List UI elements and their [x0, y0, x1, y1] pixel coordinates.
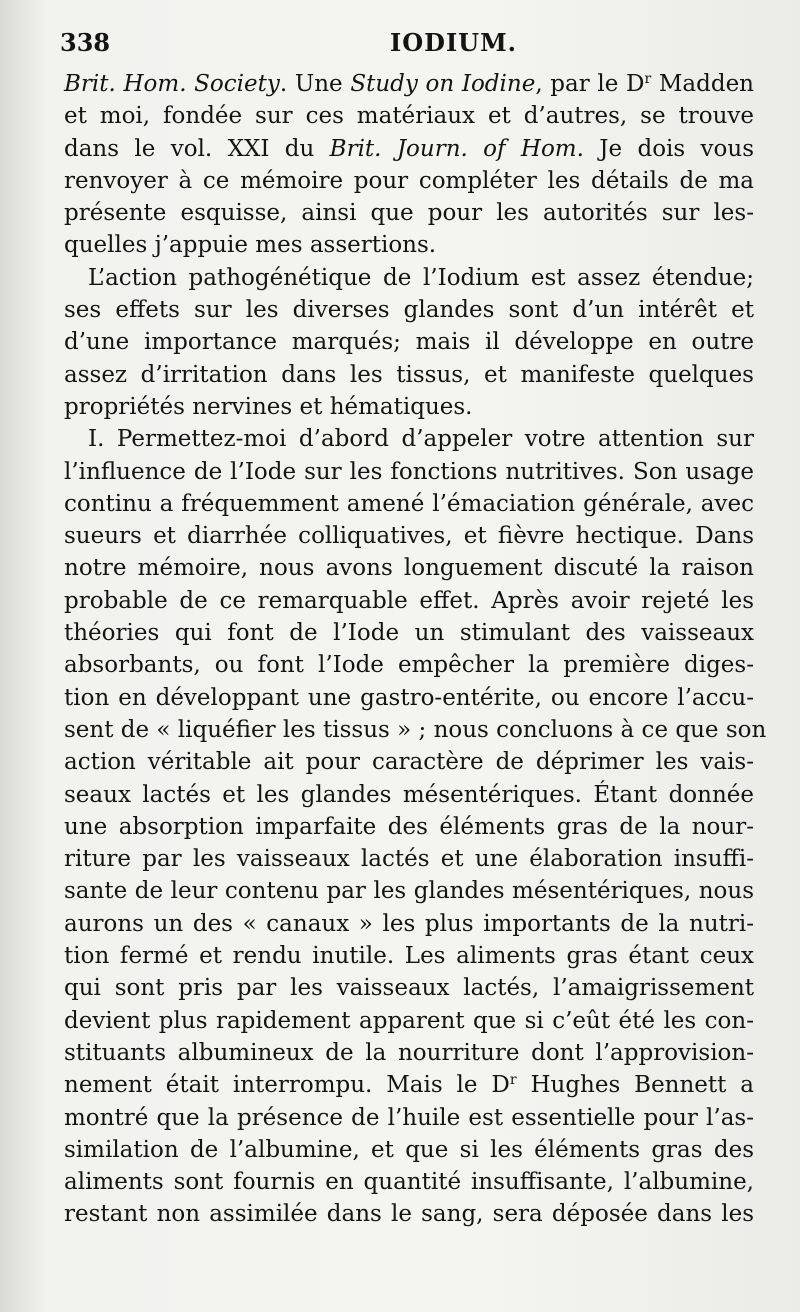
text-segment: sueurs et diarrhée colliquatives, et fièvre hectique. Dans — [64, 523, 754, 550]
text-segment: nement était interrompu. Mais le D — [64, 1072, 510, 1099]
text-segment: dans le vol. XXI du — [64, 135, 330, 162]
text-line — [64, 779, 754, 811]
text-line — [64, 1069, 754, 1101]
text-line — [64, 262, 754, 294]
text-line — [64, 100, 754, 132]
text-segment: absorbants, ou font l’Iode empêcher la première diges- — [64, 652, 754, 679]
text-segment: , par le D — [535, 71, 645, 97]
text-line — [64, 133, 754, 165]
text-segment: une absorption imparfaite des éléments gras de la nour- — [64, 813, 754, 840]
text-segment: riture par les vaisseaux lactés et une élaboration insuffi- — [64, 846, 754, 873]
text-line — [64, 746, 754, 778]
text-line — [64, 682, 754, 714]
text-line — [64, 1134, 754, 1166]
text-segment: et moi, fondée sur ces matériaux et d’autres, se trouve — [64, 103, 754, 130]
text-segment: renvoyer à ce mémoire pour compléter les détails de ma — [64, 167, 754, 194]
text-line — [64, 456, 754, 488]
text-line — [64, 1166, 754, 1198]
body-text — [64, 68, 767, 1231]
text-segment: Madden — [651, 71, 754, 97]
text-segment: devient plus rapidement apparent que si c’eût été les con- — [64, 1007, 754, 1034]
text-line — [64, 68, 754, 100]
superscript: r — [644, 71, 652, 87]
text-line — [64, 908, 754, 940]
italic-text: Study on Iodine — [350, 71, 536, 97]
text-line — [64, 1198, 754, 1230]
text-line — [64, 585, 754, 617]
text-segment: d’une importance marqués; mais il développe en outre — [64, 329, 754, 356]
text-segment: sante de leur contenu par les glandes mésentériques, nous — [64, 878, 754, 905]
text-line — [64, 811, 754, 843]
text-line — [64, 326, 754, 358]
text-line — [64, 165, 754, 197]
text-segment: action véritable ait pour caractère de déprimer les vais- — [64, 749, 754, 776]
text-segment: Hughes Bennett a — [516, 1072, 754, 1099]
text-line — [64, 197, 754, 229]
text-line — [64, 940, 754, 972]
text-segment: notre mémoire, nous avons longuement discuté la raison — [64, 555, 754, 582]
text-segment: L’action pathogénétique de l’Iodium est assez étendue; — [88, 264, 754, 291]
text-line — [64, 294, 754, 326]
page-header — [60, 28, 750, 62]
text-line — [64, 843, 754, 875]
text-line — [64, 359, 754, 391]
text-segment: propriétés nervines et hématiques. — [64, 393, 473, 420]
text-segment: tion en développant une gastro-entérite, ou encore l’accu- — [64, 684, 754, 711]
text-line — [64, 617, 754, 649]
text-segment: quelles j’appuie mes assertions. — [64, 232, 437, 259]
superscript: r — [509, 1072, 517, 1089]
text-segment: montré que la présence de l’huile est essentielle pour l’as- — [64, 1104, 754, 1131]
text-segment: aurons un des « canaux » les plus importants de la nutri- — [64, 910, 754, 937]
page-number: 338 — [60, 28, 111, 57]
text-segment: aliments sont fournis en quantité insuffisante, l’albumine, — [64, 1169, 754, 1196]
text-segment: assez d’irritation dans les tissus, et manifeste quelques — [64, 361, 754, 388]
text-line — [64, 649, 754, 681]
text-segment: seaux lactés et les glandes mésentériques. Étant donnée — [64, 781, 754, 808]
text-segment: . Une — [279, 71, 351, 97]
text-line — [64, 391, 754, 423]
text-segment: l’influence de l’Iode sur les fonctions nutritives. Son usage — [64, 458, 754, 485]
text-segment: présente esquisse, ainsi que pour les autorités sur les- — [64, 200, 754, 227]
text-segment: sent de « liquéfier les tissus » ; nous concluons à ce que son — [64, 716, 767, 743]
text-segment: restant non assimilée dans le sang, sera déposée dans les — [64, 1201, 754, 1228]
text-line — [64, 423, 754, 455]
text-line — [64, 1005, 754, 1037]
text-segment: tion fermé et rendu inutile. Les aliments gras étant ceux — [64, 943, 754, 970]
text-line — [64, 875, 754, 907]
text-line — [64, 520, 754, 552]
text-segment: qui sont pris par les vaisseaux lactés, l’amaigrissement — [64, 975, 754, 1002]
text-segment: probable de ce remarquable effet. Après avoir rejeté les — [64, 587, 754, 614]
italic-text: Brit. Hom. Society — [64, 71, 280, 97]
text-segment: similation de l’albumine, et que si les éléments gras des — [64, 1136, 754, 1163]
text-line — [64, 1037, 754, 1069]
italic-text: Brit. Journ. of Hom — [329, 135, 577, 162]
text-line — [64, 229, 754, 261]
text-line — [64, 972, 754, 1004]
text-line — [64, 552, 754, 584]
running-title: IODIUM. — [390, 28, 518, 57]
text-line — [64, 488, 754, 520]
text-segment: . Je dois vous — [576, 135, 755, 162]
text-line — [64, 1102, 754, 1134]
text-segment: théories qui font de l’Iode un stimulant des vaisseaux — [64, 620, 754, 647]
text-segment: stituants albumineux de la nourriture dont l’approvision- — [64, 1039, 754, 1066]
text-segment: ses effets sur les diverses glandes sont d’un intérêt et — [64, 297, 754, 324]
text-line — [64, 714, 767, 746]
text-segment: continu a fréquemment amené l’émaciation générale, avec — [64, 490, 754, 517]
text-segment: I. Permettez-moi d’abord d’appeler votre attention sur — [88, 426, 754, 453]
